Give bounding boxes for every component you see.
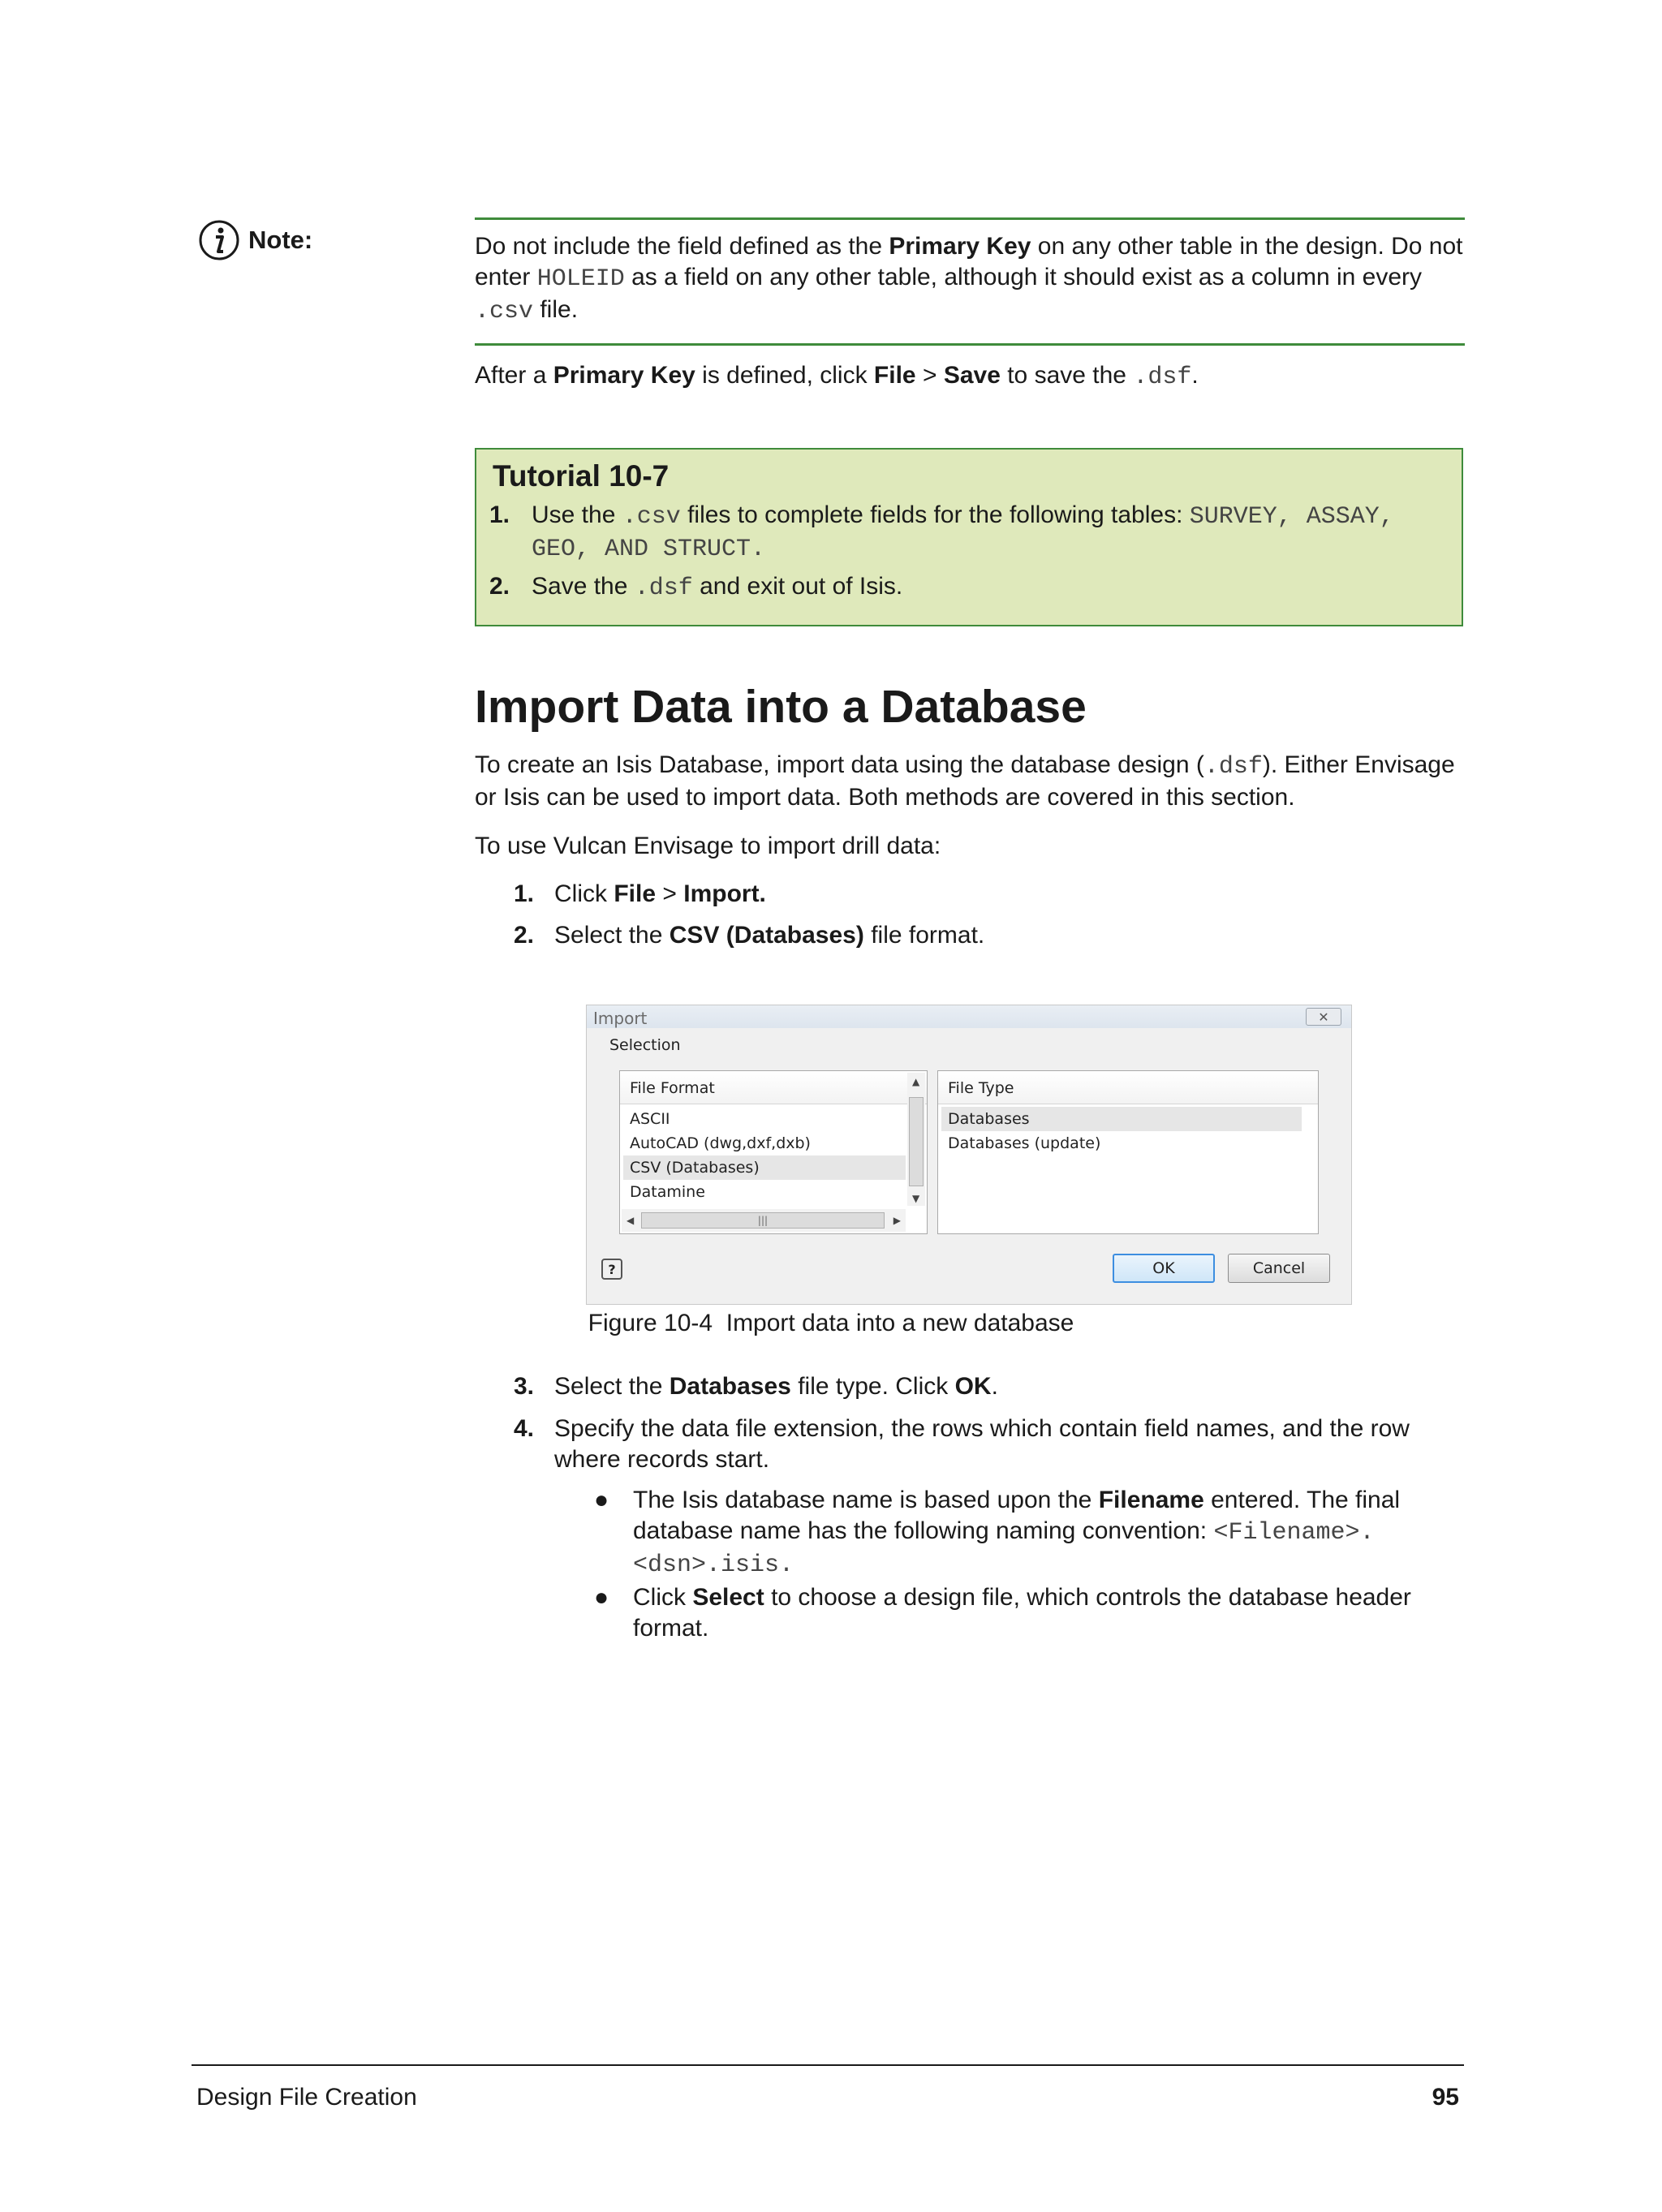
step-item: 3. Select the Databases file type. Click OK. <box>514 1373 998 1400</box>
import-dialog <box>586 1005 1352 1305</box>
lead-paragraph: To use Vulcan Envisage to import drill data: <box>475 833 941 859</box>
tutorial-item: 2. Save the .dsf and exit out of Isis. <box>489 573 903 602</box>
file-format-header: File Format <box>620 1071 927 1104</box>
tutorial-item: 1. Use the .csv files to complete fields for the following tables: SURVEY, ASSAY, GEO, AND STRUCT. <box>489 501 1394 563</box>
list-item[interactable]: AutoCAD (dwg,dxf,dxb) <box>630 1134 811 1152</box>
list-item-selected[interactable]: Databases <box>941 1107 1302 1131</box>
scroll-left-icon[interactable]: ◀ <box>626 1215 635 1226</box>
dialog-titlebar <box>587 1005 1351 1028</box>
cancel-button[interactable]: Cancel <box>1228 1254 1330 1283</box>
footer-rule <box>192 2064 1464 2066</box>
tutorial-box <box>475 448 1463 626</box>
scroll-thumb[interactable]: ||| <box>641 1212 885 1229</box>
horizontal-scrollbar[interactable] <box>622 1209 906 1232</box>
scroll-right-icon[interactable]: ▶ <box>893 1215 901 1226</box>
tutorial-title: Tutorial 10-7 <box>493 459 670 493</box>
note-label <box>198 219 312 261</box>
note-box: Do not include the field defined as the Primary Key on any other table in the design. Do not enter HOLEID as a field on any other table, although it should exist as a column in every .csv file. <box>475 217 1465 346</box>
scroll-thumb[interactable] <box>909 1097 924 1186</box>
info-icon <box>198 219 240 261</box>
page-number: 95 <box>1432 2084 1459 2111</box>
footer-section-title: Design File Creation <box>196 2084 417 2111</box>
scroll-up-icon[interactable]: ▲ <box>912 1076 920 1087</box>
file-type-header: File Type <box>938 1071 1318 1104</box>
list-item[interactable]: Databases (update) <box>948 1134 1101 1152</box>
ok-button[interactable]: OK <box>1113 1254 1215 1283</box>
close-button[interactable]: ✕ <box>1306 1008 1341 1026</box>
list-item[interactable]: ASCII <box>630 1110 670 1128</box>
step-item: 1. Click File > Import. <box>514 880 766 907</box>
scroll-down-icon[interactable]: ▼ <box>912 1193 920 1204</box>
dialog-title: Import <box>593 1009 648 1028</box>
after-key-paragraph: After a Primary Key is defined, click File > Save to save the .dsf. <box>475 362 1199 391</box>
file-format-list[interactable] <box>619 1070 928 1234</box>
step-item: 2. Select the CSV (Databases) file format. <box>514 922 985 949</box>
intro-paragraph: To create an Isis Database, import data using the database design (.dsf). Either Envisage or Isis can be used to import data. Both methods are covered in this section. <box>475 751 1455 811</box>
bullet-item: ● Click Select to choose a design file, which controls the database header format. <box>594 1584 1411 1642</box>
selection-group-label: Selection <box>609 1036 681 1054</box>
list-item-selected[interactable]: CSV (Databases) <box>623 1155 906 1180</box>
step-item: 4. Specify the data file extension, the rows which contain field names, and the row where records start. <box>514 1415 1410 1473</box>
note-title: Note: <box>248 226 313 254</box>
figure-caption: Figure 10-4 Import data into a new database <box>588 1310 1074 1336</box>
list-item[interactable]: Datamine <box>630 1183 705 1201</box>
file-type-list[interactable] <box>937 1070 1319 1234</box>
help-icon[interactable]: ? <box>601 1259 622 1280</box>
bullet-item: ● The Isis database name is based upon the Filename entered. The final database name has the following naming convention: <Filename>.<dsn>.isis. <box>594 1487 1401 1579</box>
vertical-scrollbar[interactable] <box>907 1073 925 1206</box>
section-heading: Import Data into a Database <box>475 681 1087 733</box>
